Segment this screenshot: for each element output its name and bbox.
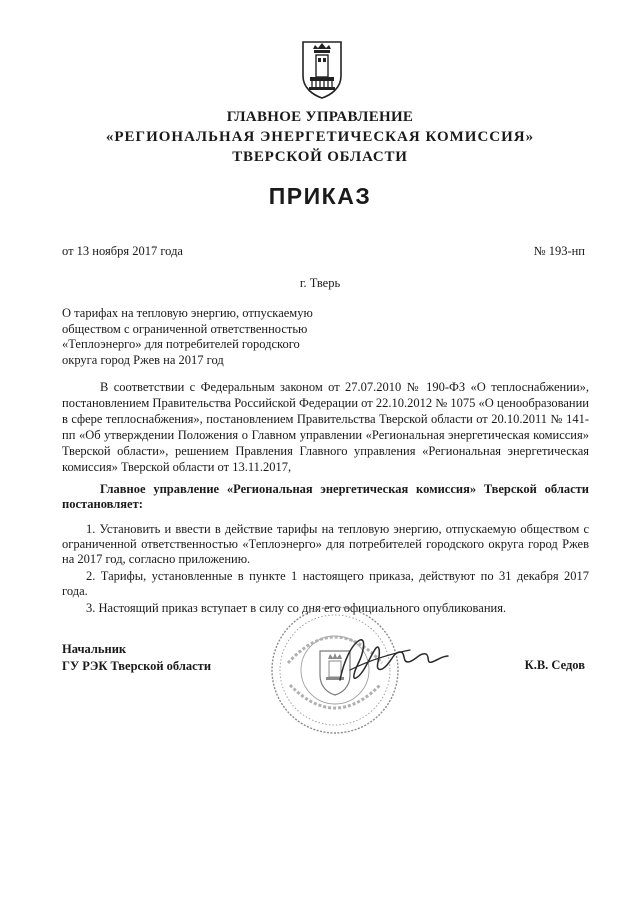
handwritten-signature-icon [330,630,455,690]
document-subject: О тарифах на тепловую энергию, отпускаемую обществом с ограниченной ответственностью «Теплоэнерго» для потребителей городского округа город Ржев на 2017 год [62,306,313,367]
resolve-paragraph: Главное управление «Региональная энергетическая комиссия» Тверской области постановляет: [62,482,589,511]
org-name-line-2: «РЕГИОНАЛЬНАЯ ЭНЕРГЕТИЧЕСКАЯ КОМИССИЯ» [105,129,535,145]
order-items [62,522,589,616]
signatory-name: К.В. Седов [524,658,585,672]
order-item: 3. Настоящий приказ вступает в силу со дня его официального опубликования. [86,601,507,615]
tver-coat-of-arms-icon [300,40,344,100]
org-name-line-3: ТВЕРСКОЙ ОБЛАСТИ [232,149,408,165]
document-date: от 13 ноября 2017 года [62,244,183,258]
document-title: ПРИКАЗ [268,183,372,209]
org-name-line-1: ГЛАВНОЕ УПРАВЛЕНИЕ [226,109,414,125]
order-item: 2. Тарифы, установленные в пункте 1 настоящего приказа, действуют по 31 декабря 2017 года. [62,569,589,598]
signatory-position-line-1: Начальник [62,642,127,656]
signatory-position [62,641,211,675]
legal-basis-paragraph: В соответствии с Федеральным законом от 27.07.2010 № 190-ФЗ «О теплоснабжении», постановлением Правительства Российской Федерации от 22.10.2012 № 1075 «О ценообразовании в сфере теплоснабжения», постановлением Правительства Тверской области от 20.10.2011 № 141-пп «Об утверждении Положения о Главном управлении «Региональная энергетическая комиссия» Тверской области», решением Правления Главного управления «Региональная энергетическая комиссия» Тверской области от 13.11.2017, [62,380,589,474]
order-item: 1. Установить и ввести в действие тарифы на тепловую энергию, отпускаемую обществом с ограниченной ответственностью «Теплоэнерго» для потребителей городского округа город Ржев на 2017 год, согласно приложению. [62,522,589,566]
document-number: № 193-нп [533,244,585,258]
signatory-position-line-2: ГУ РЭК Тверской области [62,659,212,673]
document-city: г. Тверь [299,276,341,290]
